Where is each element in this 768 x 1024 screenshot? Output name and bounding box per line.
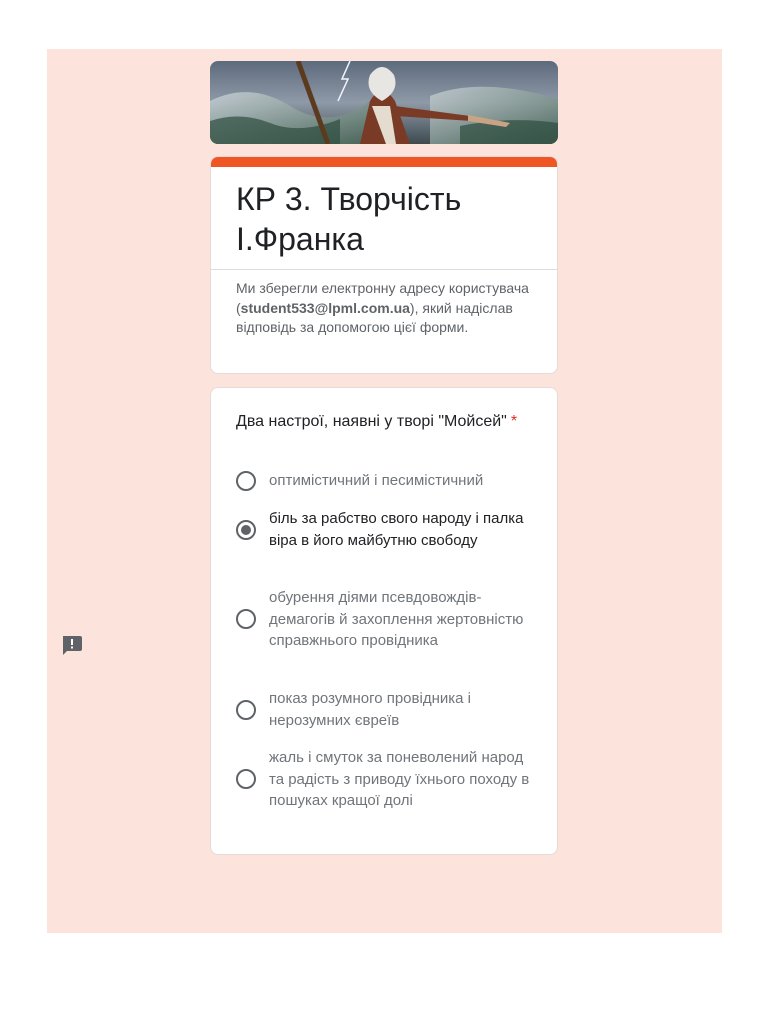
form-title: КР 3. Творчість І.Франка <box>236 181 462 257</box>
form-header-card <box>210 156 558 374</box>
question-text: Два настрої, наявні у творі "Мойсей" <box>236 413 507 430</box>
header-image <box>210 61 558 144</box>
form-header-divider <box>211 269 557 270</box>
radio-option-5[interactable] <box>236 747 536 812</box>
radio-option-label: жаль і смуток за поневолений народ та радість з приводу їхнього походу в пошуках кращої долі <box>269 749 530 809</box>
radio-button[interactable] <box>236 471 256 491</box>
radio-option-2[interactable] <box>236 508 536 551</box>
radio-option-label: обурення діями псевдовождів-демагогів й захоплення жертовністю справжнього провідника <box>269 589 524 649</box>
radio-button[interactable] <box>236 700 256 720</box>
radio-option-label: показ розумного провідника і нерозумних євреїв <box>269 690 471 729</box>
description-suffix: ), який надіслав відповідь за допомогою цієї форми. <box>236 299 513 335</box>
radio-option-label: біль за рабство свого народу і палка віра в його майбутню свободу <box>269 510 524 549</box>
radio-button[interactable] <box>236 769 256 789</box>
description-prefix: Ми зберегли електронну адресу користувача ( <box>236 280 529 316</box>
radio-option-4[interactable] <box>236 688 536 731</box>
respondent-email: student533@lpml.com.ua <box>240 299 410 316</box>
radio-option-label: оптимістичний і песимістичний <box>269 472 484 489</box>
form-accent-bar <box>211 157 557 167</box>
radio-option-3[interactable] <box>236 587 536 652</box>
report-feedback-icon[interactable] <box>60 634 83 656</box>
radio-button-checked[interactable] <box>236 520 256 540</box>
question-card <box>210 387 558 855</box>
radio-button[interactable] <box>236 609 256 629</box>
required-asterisk: * <box>510 413 518 430</box>
form-description <box>236 279 536 338</box>
question-title <box>236 412 546 432</box>
radio-option-1[interactable] <box>236 470 536 492</box>
